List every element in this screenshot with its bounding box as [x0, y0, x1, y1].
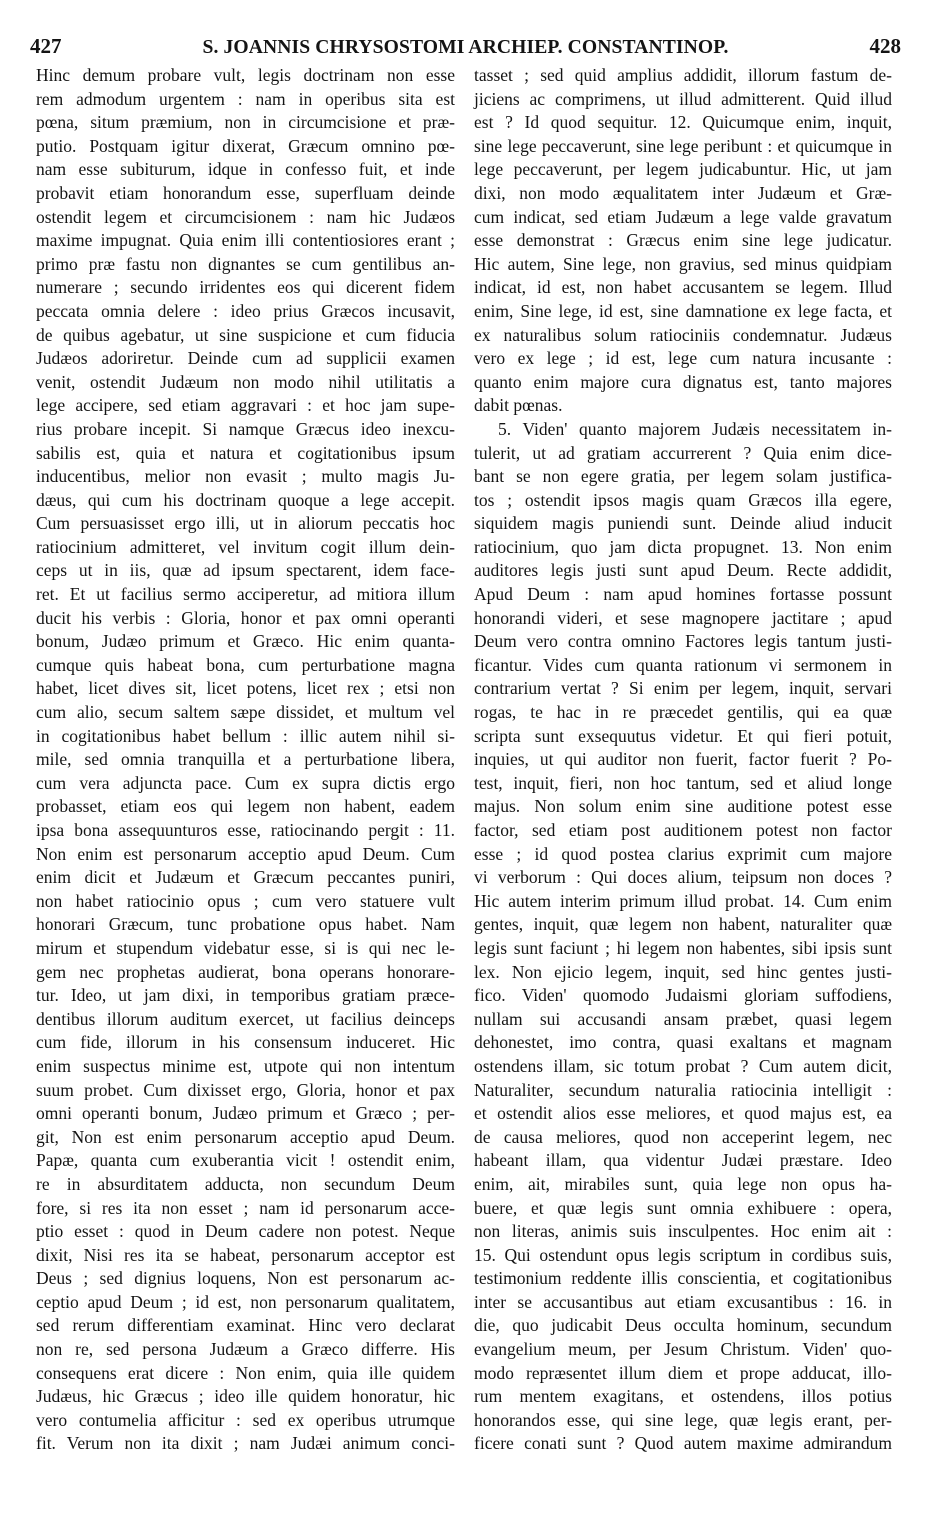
text-line: ficere conati sunt ? Quod autem maxime admirandum: [474, 1433, 892, 1454]
text-line: esse demonstrat : Græcus enim sine lege judicatur.: [474, 230, 892, 251]
text-line: sabilis est, quia et natura et cogitationibus ipsum: [36, 442, 455, 463]
text-line: siquidem magis puniendi sunt. Deinde aliud inducit: [474, 513, 892, 534]
text-line: Hic autem interim primum illud probat. 14. Cum enim: [474, 890, 892, 911]
text-line: scripta sunt exsequutus videtur. Et qui fieri potuit,: [474, 725, 892, 746]
text-line: enim, Sine lege, id est, sine damnatione ex lege facta, et: [474, 300, 892, 321]
text-line: de quibus agebatur, ut sine suspicione et cum fiducia: [36, 324, 455, 345]
text-line: fico. Viden' quomodo Judaismi gloriam suffodiens,: [474, 985, 892, 1006]
text-line: cum alio, secum saltem sæpe dissidet, et multum vel: [36, 702, 455, 723]
text-line: peccata omnia delere : ideo prius Græcos incusavit,: [36, 300, 455, 321]
text-line: honorandi videri, et sese magnopere jactitare ; apud: [474, 607, 892, 628]
text-line: majus. Non solum enim sine auditione potest esse: [474, 796, 892, 817]
text-line: testimonium reddente illis conscientia, et cogitationibus: [474, 1268, 892, 1289]
text-line: lege peccaverunt, per legem judicabuntur. Hic, ut jam: [474, 159, 892, 180]
text-line: vero ex lege ; id est, lege cum natura incusante :: [474, 348, 892, 369]
text-line: tos ; ostendit ipsos magis quam Græcos illa egere,: [474, 489, 892, 510]
text-line: ret. Et ut facilius sermo acciperetur, ad mitiora illum: [36, 584, 455, 605]
running-title: S. JOANNIS CHRYSOSTOMI ARCHIEP. CONSTANTINOP.: [202, 36, 729, 58]
text-line: ostendit legem et circumcisionem : nam hic Judæos: [36, 206, 455, 227]
text-line: de causa meliores, quod non acceperint legem, nec: [474, 1126, 892, 1147]
text-line: Judæus, hic Græcus ; ideo ille quidem honoratur, hic: [36, 1386, 455, 1407]
text-line: non literas, animis suis insculpentes. Hoc enim ait :: [474, 1221, 892, 1242]
text-line: lege accipere, sed etiam aggravari : et hoc jam supe-: [36, 395, 455, 416]
text-line: ficantur. Vides cum quanta rationum vi sermonem in: [474, 654, 892, 675]
text-line: tasset ; sed quid amplius addidit, illorum fastum de-: [474, 65, 892, 85]
text-line: buere, et quæ legis sunt omnia exhibuere : opera,: [474, 1197, 892, 1218]
text-line: suum probet. Cum dixisset ergo, Gloria, honor et pax: [36, 1079, 455, 1100]
text-line: ratiocinium admitteret, vel invitum cogit illum dein-: [36, 536, 455, 557]
text-line: ceptio apud Deum ; id est, non personarum qualitatem,: [36, 1291, 455, 1312]
text-line: cum fide, illorum in his consensum induceret. Hic: [36, 1032, 455, 1053]
text-line: rum mentem exagitans, et ostendens, illos potius: [474, 1386, 892, 1407]
text-line: sed rerum differentiam examinat. Hinc vero declarat: [36, 1315, 455, 1336]
text-line: primo præ fastu non dignantes se cum gentilibus an-: [36, 253, 455, 274]
text-line: putio. Postquam igitur dixerat, Græcum omnino pœ-: [36, 135, 455, 156]
text-line: numerare ; secundo irridentes eos qui dicerent fidem: [36, 277, 455, 298]
text-line: dentibus illorum auditum exercet, ut facilius deinceps: [36, 1008, 455, 1029]
text-line: ceps ut in iis, quæ ad ipsum spectarent, idem face-: [36, 560, 455, 581]
text-line: evangelium meum, per Jesum Christum. Viden' quo-: [474, 1339, 892, 1360]
text-line: legis sunt faciunt ; hi legem non habentes, sibi ipsis sunt: [474, 937, 892, 958]
text-line: tulerit, ut ad gratiam accurrerent ? Quia enim dice-: [474, 442, 892, 463]
text-line: enim, ait, mirabiles sunt, quia lege non opus ha-: [474, 1173, 892, 1194]
text-line: enim dicit et Judæum et Græcum peccantes puniri,: [36, 867, 455, 888]
text-line: Deus ; sed dignius loquens, Non est personarum ac-: [36, 1268, 455, 1289]
text-line: Apud Deum : nam apud homines fortasse possunt: [474, 584, 892, 605]
text-line: 5. Viden' quanto majorem Judæis necessitatem in-: [498, 418, 892, 439]
text-line: honorandos esse, qui sine lege, quæ legis erant, per-: [474, 1409, 892, 1430]
text-line: inquies, ut qui auditor non fuerit, factor fuerit ? Po-: [474, 749, 892, 770]
text-line: consequens erat dicere : Non enim, quia ille quidem: [36, 1362, 455, 1383]
text-line: bonum, Judæo primum et Græco. Hic enim quanta-: [36, 631, 455, 652]
text-line: ratiocinium, quo jam dicta propugnet. 13. Non enim: [474, 536, 892, 557]
text-line: 15. Qui ostendunt opus legis scriptum in cordibus suis,: [474, 1244, 892, 1265]
text-line: fore, si res ita non esset ; nam id personarum acce-: [36, 1197, 455, 1218]
text-line: auditores legis justi sunt apud Deum. Recte addidit,: [474, 560, 892, 581]
text-line: sine lege peccaverunt, sine lege peribunt : et quicumque in: [474, 135, 892, 156]
text-line: dæus, qui cum his doctrinam quoque a lege accepit.: [36, 489, 455, 510]
text-line: factor, sed etiam post auditionem potest non factor: [474, 820, 892, 840]
right-text-column: [474, 64, 892, 1456]
text-line: rogas, te hac in re præcedet gentilis, qui ea quæ: [474, 702, 892, 723]
text-line: enim suspectus minime est, utpote qui non intentum: [36, 1055, 455, 1076]
text-line: dabit pœnas.: [474, 395, 563, 416]
text-line: gentes, inquit, quæ legem non habent, naturaliter quæ: [474, 914, 892, 935]
text-line: modo repræsentet illum diem et prope adducat, illo-: [474, 1362, 892, 1383]
text-line: nam esse subiturum, idque in confesso fuit, et inde: [36, 159, 455, 180]
text-line: fit. Verum non ita dixit ; nam Judæi animum conci-: [36, 1433, 455, 1454]
left-text-column: [36, 64, 455, 1456]
text-line: cumque quis habeat bona, cum perturbatione magna: [36, 654, 455, 675]
text-line: Hic autem, Sine lege, non gravius, sed minus quidpiam: [474, 253, 892, 274]
text-line: indicat, id est, non habet accusantem se legem. Illud: [474, 277, 892, 298]
text-line: pœna, situm præmium, non in circumcisione et præ-: [36, 112, 455, 133]
text-line: in cogitationibus habet bellum : illic autem nihil si-: [36, 725, 455, 746]
text-line: venit, ostendit Judæum non modo nihil utilitatis a: [36, 371, 455, 392]
text-line: bant se non egere gratia, per legem solam justifica-: [474, 466, 892, 487]
text-line: ducit his verbis : Gloria, honor et pax omni operanti: [36, 607, 455, 628]
text-line: habet, licet dives sit, licet potens, licet rex ; etsi non: [36, 678, 455, 699]
text-line: nullam sui accusandi ansam præbet, quasi legem: [474, 1008, 892, 1029]
text-line: git, Non est enim personarum acceptio apud Deum.: [36, 1126, 455, 1147]
text-line: re in absurditatem adducta, non secundum Deum: [36, 1173, 455, 1194]
text-line: esse ; id quod postea clarius exprimit cum majore: [474, 843, 892, 864]
text-line: cum vera adjuncta pace. Cum ex supra dictis ergo: [36, 772, 455, 793]
text-line: non re, sed persona Judæum a Græco differre. His: [36, 1339, 455, 1360]
text-line: probavit etiam honorandum esse, superfluam deinde: [36, 182, 455, 203]
text-line: tur. Ideo, ut jam dixi, in temporibus gratiam præce-: [36, 985, 455, 1006]
text-line: mirum et stupendum videbatur esse, si is qui nec le-: [36, 937, 455, 958]
text-line: rius probare incepit. Si namque Græcus ideo inexcu-: [36, 418, 455, 439]
text-line: dixi, non modo æqualitatem inter Judæum et Græ-: [474, 182, 892, 203]
text-line: omni operanti bonum, Judæo primum et Græco ; per-: [36, 1103, 455, 1124]
text-line: Cum persuasisset ergo illi, ut in aliorum peccatis hoc: [36, 513, 455, 534]
text-line: dixit, Nisi res ita se habeat, personarum acceptor est: [36, 1244, 455, 1265]
text-line: et ostendit alios esse meliores, et quod majus est, ea: [474, 1103, 892, 1124]
text-line: non habet ratiocinio opus ; cum vero statuere vult: [36, 890, 455, 911]
text-line: habeant illam, qua videntur Judæi præstare. Ideo: [474, 1150, 892, 1171]
text-line: ptio esset : quod in Deum cadere non potest. Neque: [36, 1221, 455, 1242]
text-line: quanto enim majore cura dignatus est, tanto majores: [474, 371, 892, 392]
page-number-right: 428: [869, 34, 901, 58]
text-line: est ? Id quod sequitur. 12. Quicumque enim, inquit,: [474, 112, 892, 133]
text-line: test, inquit, fieri, non hoc tantum, sed et aliud longe: [474, 772, 892, 793]
text-line: gem nec prophetas audierat, bona operans honorare-: [36, 961, 455, 982]
text-line: ipsa bona assequunturos esse, ratiocinando pergit : 11.: [36, 820, 455, 840]
text-line: probasset, etiam eos qui legem non habent, eadem: [36, 796, 455, 817]
text-line: Judæos adoriretur. Deinde cum ad supplicii examen: [36, 348, 455, 369]
text-line: Papæ, quanta cum exuberantia vicit ! ostendit enim,: [36, 1150, 455, 1171]
text-line: vero contumelia afficitur : sed ex operibus utrumque: [36, 1409, 455, 1430]
text-line: ostendens illam, sic totum probat ? Cum autem dicit,: [474, 1055, 892, 1076]
page-number-left: 427: [30, 34, 62, 58]
text-line: Non enim est personarum acceptio apud Deum. Cum: [36, 843, 455, 864]
text-line: inducentibus, melior non evasit ; multo magis Ju-: [36, 466, 455, 487]
text-line: lex. Non ejicio legem, inquit, sed hinc gentes justi-: [474, 961, 892, 982]
text-line: contrarium vertat ? Si enim per legem, inquit, servari: [474, 678, 892, 699]
text-line: Deum vero contra omnino Factores legis tantum justi-: [474, 631, 892, 652]
text-line: Hinc demum probare vult, legis doctrinam non esse: [36, 65, 455, 85]
text-line: jiciens ac comprimens, ut illud admitterent. Quid illud: [474, 88, 892, 109]
text-line: cum indicat, sed etiam Judæum a lege valde gravatum: [474, 206, 892, 227]
text-line: dehonestet, imo contra, quasi exaltans et magnam: [474, 1032, 892, 1053]
text-line: die, quo judicabit Deus occulta hominum, secundum: [474, 1315, 892, 1336]
text-line: honorari Græcum, tunc probatione opus habet. Nam: [36, 914, 455, 935]
text-line: maxime impugnat. Quia enim illi contentiosiores erant ;: [36, 230, 455, 251]
text-line: vi verborum : Qui doces alium, teipsum non doces ?: [474, 867, 892, 888]
running-header: [30, 30, 901, 60]
text-line: mile, sed omnia tranquilla et a perturbatione libera,: [36, 749, 455, 770]
text-line: inter se accusantibus aut etiam excusantibus : 16. in: [474, 1291, 892, 1312]
text-line: rem admodum urgentem : nam in operibus sita est: [36, 88, 455, 109]
text-line: ex naturalibus solum ratiociniis condemnatur. Judæus: [474, 324, 892, 345]
text-line: Naturaliter, secundum naturalia ratiocinia intelligit :: [474, 1079, 892, 1100]
